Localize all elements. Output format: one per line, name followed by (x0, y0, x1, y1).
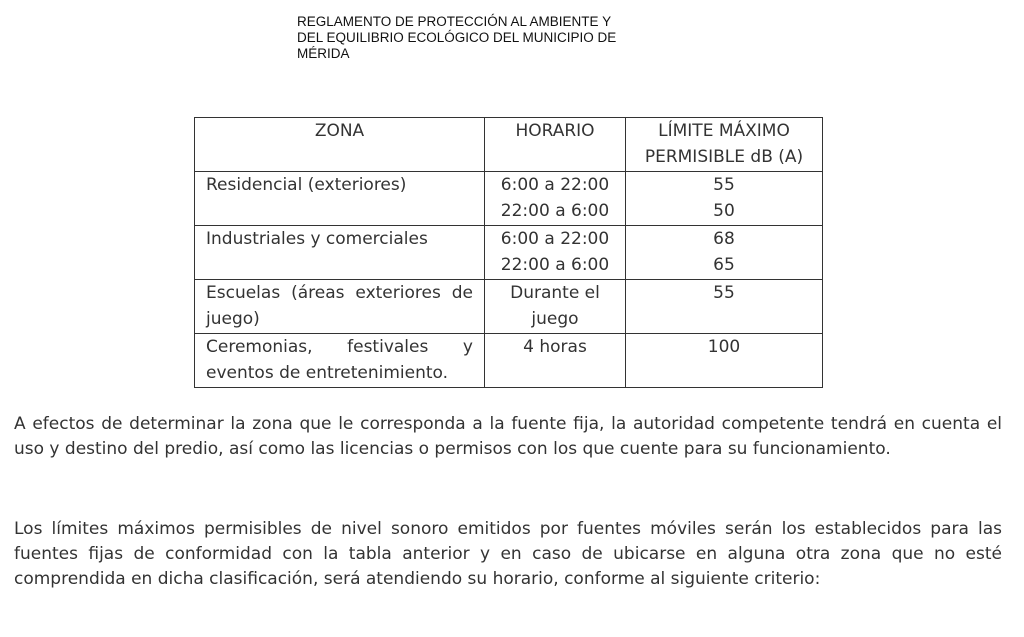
zona-cell: Escuelas (áreas exteriores de juego) (195, 280, 485, 334)
limite-value: 100 (707, 337, 741, 357)
horario-value: 6:00 a 22:00 (500, 175, 610, 195)
column-header-zona: ZONA (195, 118, 485, 172)
limite-value: 55 (713, 175, 735, 195)
table-row (195, 172, 823, 226)
table-row (195, 226, 823, 280)
horario-value: Durante el juego (510, 283, 600, 329)
limite-cell (626, 334, 823, 388)
zona-cell: Residencial (exteriores) (195, 172, 485, 226)
paragraph-zona-determination: A efectos de determinar la zona que le corresponda a la fuente fija, la autoridad competente tendrá en cuenta el uso y destino del predio, así como las licencias o permisos con los que cuente para su funcionamiento. (14, 414, 1002, 459)
paragraph-mobile-sources: Los límites máximos permisibles de nivel sonoro emitidos por fuentes móviles serán los establecidos para las fuentes fijas de conformidad con la tabla anterior y en caso de ubicarse en alguna otra zona que no esté comprendida en dicha clasificación, será atendiendo su horario, conforme al siguiente criterio: (14, 519, 1002, 589)
column-header-horario: HORARIO (485, 118, 626, 172)
limite-cell (626, 226, 823, 280)
table-header-row (195, 118, 823, 172)
header-line: REGLAMENTO DE PROTECCIÓN AL AMBIENTE Y (297, 14, 612, 29)
header-line: MÉRIDA (297, 46, 350, 61)
limite-value: 68 (713, 229, 735, 249)
column-header-limite: LÍMITE MÁXIMO PERMISIBLE dB (A) (626, 118, 823, 172)
document-header (297, 14, 717, 62)
table-row (195, 280, 823, 334)
limite-value: 55 (713, 283, 735, 303)
limite-cell (626, 172, 823, 226)
horario-cell (485, 334, 626, 388)
zona-cell: Ceremonias, festivales y eventos de entretenimiento. (195, 334, 485, 388)
table-row (195, 334, 823, 388)
horario-value: 22:00 a 6:00 (500, 201, 610, 221)
limite-value: 65 (713, 255, 735, 275)
horario-cell (485, 226, 626, 280)
limite-value: 50 (713, 201, 735, 221)
limite-cell (626, 280, 823, 334)
noise-limits-table (194, 117, 823, 388)
horario-value: 4 horas (523, 337, 587, 357)
horario-value: 6:00 a 22:00 (500, 229, 610, 249)
horario-cell (485, 280, 626, 334)
header-line: DEL EQUILIBRIO ECOLÓGICO DEL MUNICIPIO DE (297, 30, 617, 45)
horario-value: 22:00 a 6:00 (500, 255, 610, 275)
zona-cell: Industriales y comerciales (195, 226, 485, 280)
horario-cell (485, 172, 626, 226)
